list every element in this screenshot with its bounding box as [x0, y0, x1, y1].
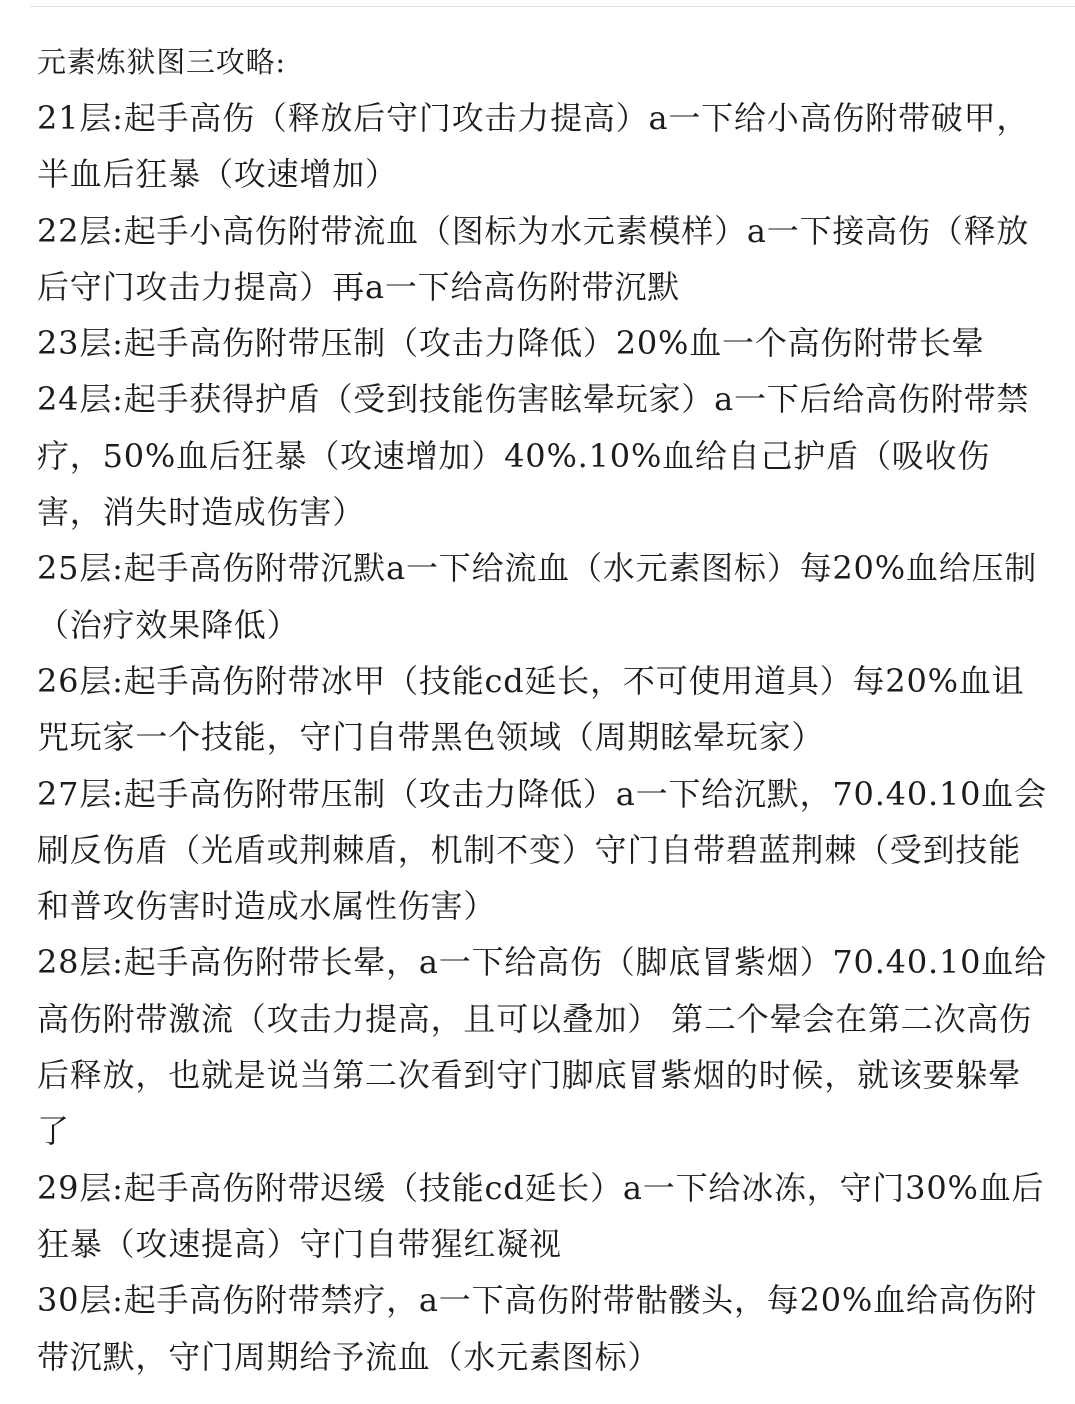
- document-title: 元素炼狱图三攻略:: [37, 45, 286, 79]
- floor-27-entry: 27层:起手高伤附带压制（攻击力降低）a一下给沉默，70.40.10血会刷反伤盾（光盾或荆棘盾，机制不变）守门自带碧蓝荆棘（受到技能和普攻伤害时造成水属性伤害）: [37, 774, 1047, 926]
- floor-21-entry: 21层:起手高伤（释放后守门攻击力提高）a一下给小高伤附带破甲，半血后狂暴（攻速增加）: [37, 99, 1030, 194]
- floor-22-entry: 22层:起手小高伤附带流血（图标为水元素模样）a一下接高伤（释放后守门攻击力提高）再a一下给高伤附带沉默: [37, 211, 1030, 306]
- top-divider: [30, 6, 1075, 7]
- floor-30-entry: 30层:起手高伤附带禁疗，a一下高伤附带骷髅头，每20%血给高伤附带沉默，守门周期给予流血（水元素图标）: [37, 1281, 1038, 1376]
- floor-26-entry: 26层:起手高伤附带冰甲（技能cd延长，不可使用道具）每20%血诅咒玩家一个技能，守门自带黑色领域（周期眩晕玩家）: [37, 661, 1025, 757]
- floor-25-entry: 25层:起手高伤附带沉默a一下给流血（水元素图标）每20%血给压制（治疗效果降低）: [37, 549, 1038, 644]
- floor-28-entry: 28层:起手高伤附带长晕，a一下给高伤（脚底冒紫烟）70.40.10血给高伤附带激流（攻击力提高，且可以叠加） 第二个晕会在第二次高伤后释放，也就是说当第二次看到守门脚底冒紫烟的时候，就该要躲晕了: [37, 943, 1047, 1151]
- floor-29-entry: 29层:起手高伤附带迟缓（技能cd延长）a一下给冰冻，守门30%血后狂暴（攻速提高）守门自带猩红凝视: [37, 1168, 1045, 1263]
- document-body: [37, 42, 1049, 1385]
- floor-24-entry: 24层:起手获得护盾（受到技能伤害眩晕玩家）a一下后给高伤附带禁疗，50%血后狂暴（攻速增加）40%.10%血给自己护盾（吸收伤害，消失时造成伤害）: [37, 380, 1030, 532]
- floor-23-entry: 23层:起手高伤附带压制（攻击力降低）20%血一个高伤附带长晕: [37, 324, 985, 363]
